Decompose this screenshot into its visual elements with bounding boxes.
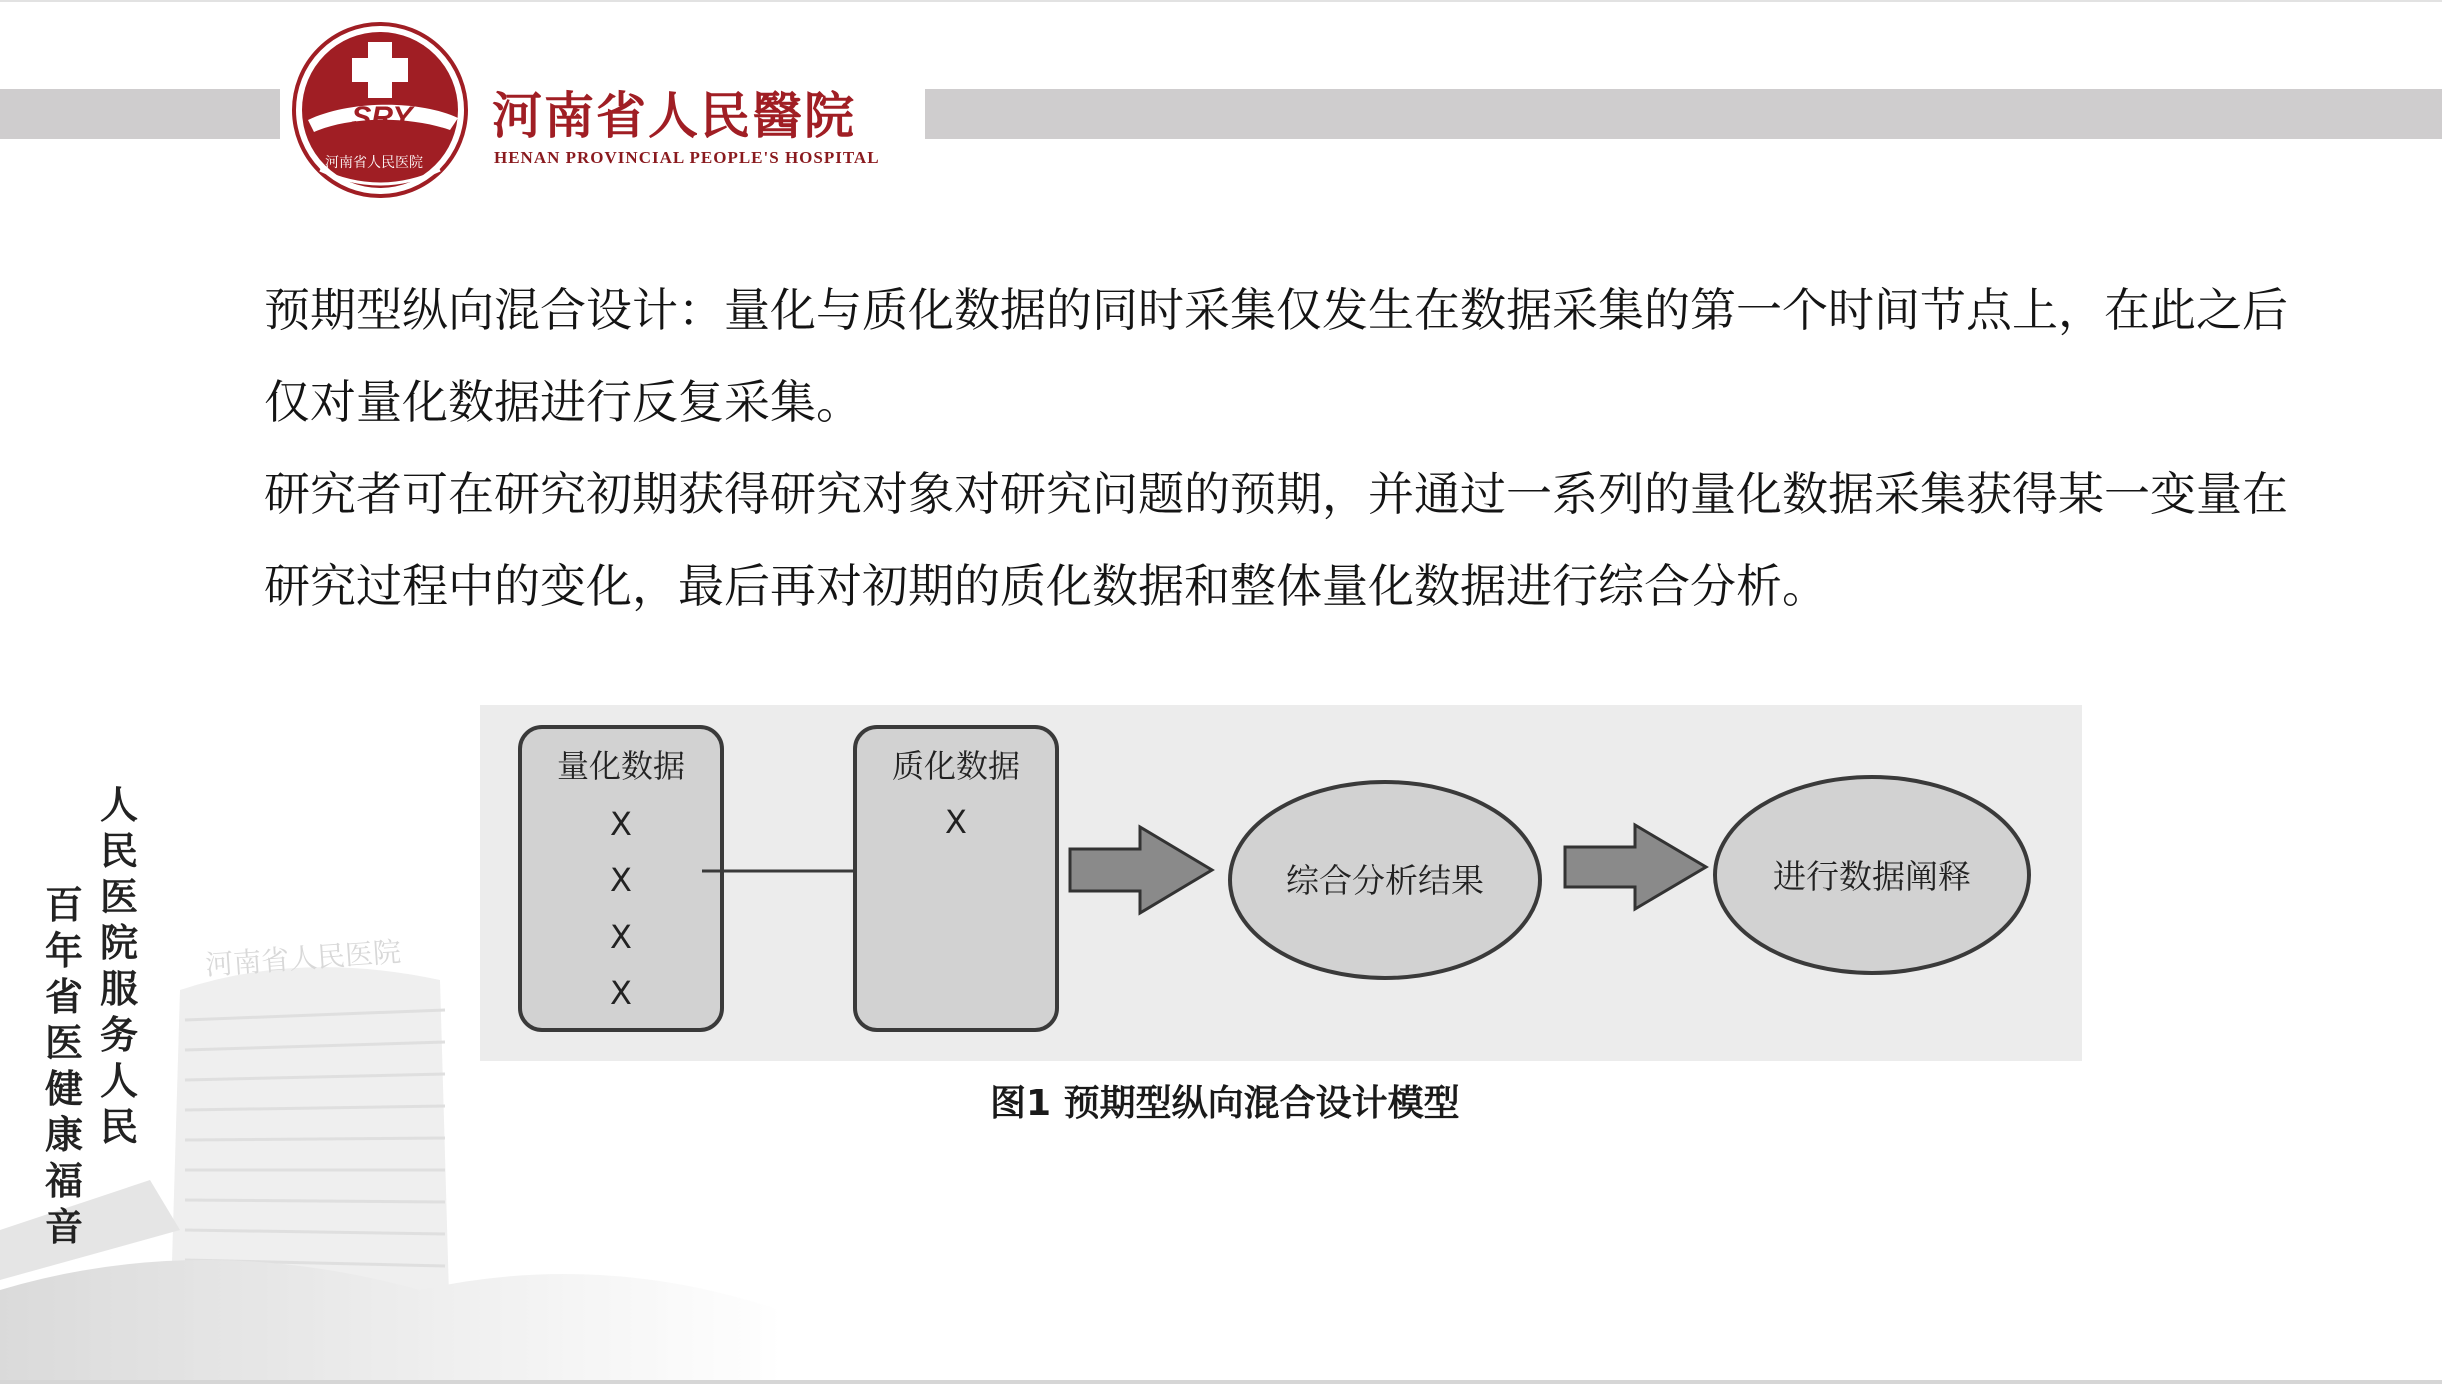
qualitative-title: 质化数据 — [891, 747, 1021, 785]
watermark-text: 河南省人民医院 — [204, 935, 403, 982]
synthesis-label: 综合分析结果 — [1286, 861, 1484, 900]
content-text — [264, 264, 2314, 632]
header-band-right — [925, 89, 2442, 139]
hospital-name-cn: 河南省人民醫院 — [492, 86, 856, 145]
quantitative-item: X — [610, 918, 632, 956]
header-band-left — [0, 89, 280, 139]
hospital-brand — [280, 14, 925, 204]
interpretation-label: 进行数据阐释 — [1773, 857, 1971, 896]
slogan-right: 人民医院服务人民 — [99, 782, 138, 1149]
slogan-left: 百年省医健康福音 — [44, 882, 83, 1249]
hospital-name-en: HENAN PROVINCIAL PEOPLE'S HOSPITAL — [494, 148, 880, 167]
bottom-border — [0, 1380, 2442, 1384]
logo-abbr: SRY — [351, 101, 413, 134]
quantitative-item: X — [610, 861, 632, 899]
block-arrow-2 — [1565, 825, 1706, 909]
paragraph-definition: 预期型纵向混合设计：量化与质化数据的同时采集仅发生在数据采集的第一个时间节点上，在此之后仅对量化数据进行反复采集。 — [264, 283, 2288, 429]
qualitative-item: X — [945, 803, 967, 841]
figure-caption: 图1 预期型纵向混合设计模型 — [990, 1083, 1460, 1124]
block-arrow-1 — [1070, 827, 1212, 913]
quantitative-item: X — [610, 974, 632, 1012]
quantitative-title: 量化数据 — [556, 747, 686, 785]
top-border — [0, 0, 2442, 2]
paragraph-explanation: 研究者可在研究初期获得研究对象对研究问题的预期，并通过一系列的量化数据采集获得某一变量在研究过程中的变化，最后再对初期的质化数据和整体量化数据进行综合分析。 — [264, 467, 2288, 613]
logo-ring-text: 河南省人民医院 — [325, 155, 423, 171]
quantitative-item: X — [610, 805, 632, 843]
